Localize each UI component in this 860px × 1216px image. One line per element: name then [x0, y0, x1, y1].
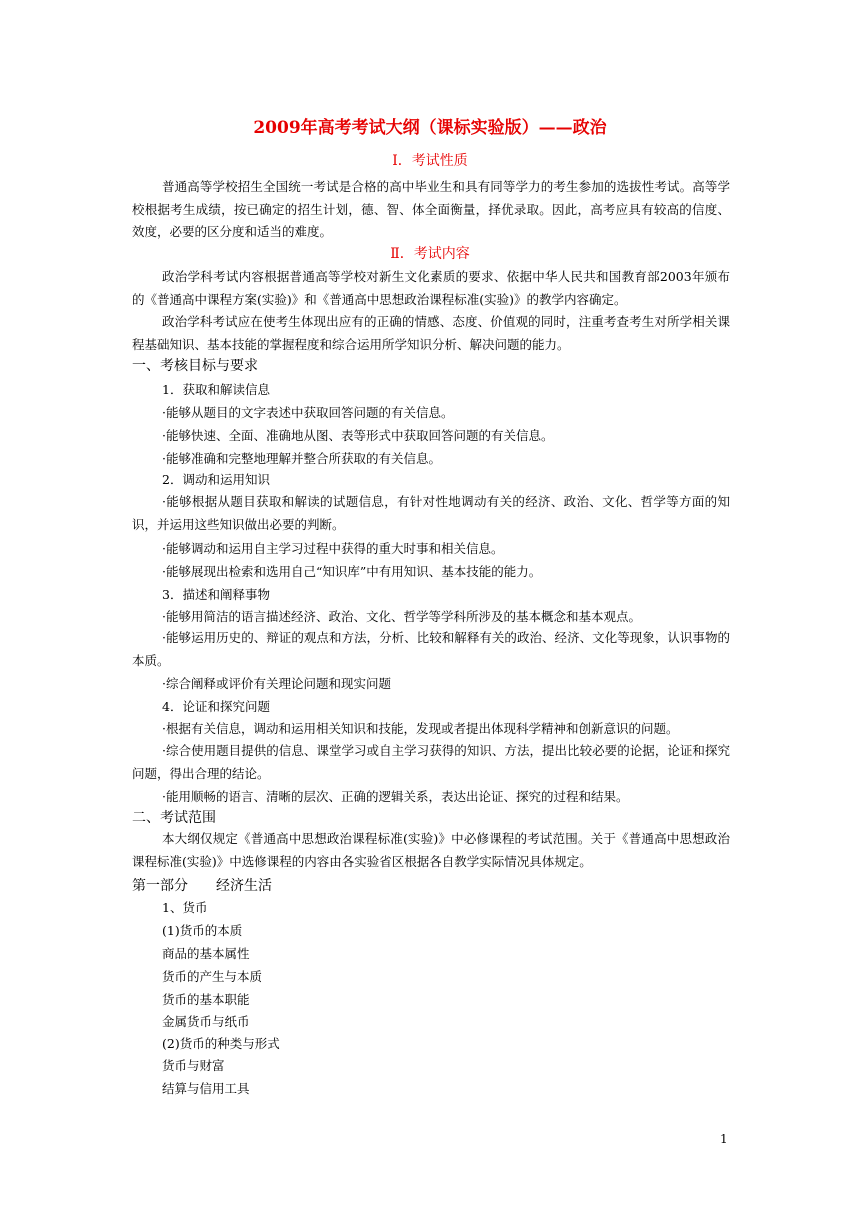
exam-content-paragraph-1: 政治学科考试内容根据普通高等学校对新生文化素质的要求、依据中华人民共和国教育部2003年颁布的《普通高中课程方案(实验)》和《普通高中思想政治课程标准(实验)》的教学内容确定。: [132, 269, 730, 307]
goal-1-item-a: ·能够从题目的文字表述中获取回答问题的有关信息。: [162, 405, 454, 420]
exam-content-paragraph-2: 政治学科考试应在使考生体现出应有的正确的情感、态度、价值观的同时，注重考查考生对所学相关课程基础知识、基本技能的掌握程度和综合运用所学知识分析、解决问题的能力。: [132, 314, 730, 352]
goal-3-title: 3．描述和阐释事物: [162, 587, 270, 602]
goal-1-item-b: ·能够快速、全面、准确地从图、表等形式中获取回答问题的有关信息。: [162, 428, 554, 443]
section-heading-exam-content: Ⅱ．考试内容: [390, 246, 470, 262]
list-item: 货币的产生与本质: [162, 969, 263, 984]
list-item: (1)货币的本质: [162, 923, 243, 938]
goal-1-item-c: ·能够准确和完整地理解并整合所获取的有关信息。: [162, 451, 441, 466]
goal-2-title: 2．调动和运用知识: [162, 472, 270, 487]
goal-1-title: 1．获取和解读信息: [162, 382, 270, 397]
goal-3-item-b: ·能够运用历史的、辩证的观点和方法，分析、比较和解释有关的政治、经济、文化等现象，认识事物的本质。: [132, 630, 730, 668]
section-heading-exam-nature: Ⅰ．考试性质: [392, 153, 468, 169]
goal-2-item-c: ·能够展现出检索和选用自己“知识库”中有用知识、基本技能的能力。: [162, 564, 542, 579]
list-item: 1、货币: [162, 900, 208, 915]
list-item: 货币的基本职能: [162, 992, 250, 1007]
scope-heading: 二、考试范围: [132, 810, 216, 826]
goal-3-item-a: ·能够用简洁的语言描述经济、政治、文化、哲学等学科所涉及的基本概念和基本观点。: [162, 609, 641, 624]
page-number: 1: [720, 1132, 728, 1146]
part-one-heading: [132, 876, 272, 896]
document-title: 2009年高考考试大纲（课标实验版）——政治: [253, 118, 607, 138]
scope-paragraph: 本大纲仅规定《普通高中思想政治课程标准(实验)》中必修课程的考试范围。关于《普通高中思想政治课程标准(实验)》中选修课程的内容由各实验省区根据各自教学实际情况具体规定。: [132, 831, 730, 869]
part-one-name: 经济生活: [216, 878, 272, 894]
exam-nature-paragraph: 普通高等学校招生全国统一考试是合格的高中毕业生和具有同等学力的考生参加的选拔性考试。高等学校根据考生成绩，按已确定的招生计划，德、智、体全面衡量，择优录取。因此，高考应具有较高的信度、效度，必要的区分度和适当的难度。: [132, 179, 730, 239]
goal-2-item-b: ·能够调动和运用自主学习过程中获得的重大时事和相关信息。: [162, 541, 504, 556]
goals-heading: 一、考核目标与要求: [132, 358, 258, 374]
goal-4-item-a: ·根据有关信息，调动和运用相关知识和技能，发现或者提出体现科学精神和创新意识的问题。: [162, 721, 679, 736]
goal-4-title: 4．论证和探究问题: [162, 699, 270, 714]
list-item: 结算与信用工具: [162, 1081, 250, 1096]
list-item: 货币与财富: [162, 1058, 225, 1073]
goal-4-item-c: ·能用顺畅的语言、清晰的层次、正确的逻辑关系，表达出论证、探究的过程和结果。: [162, 789, 629, 804]
goal-3-item-c: ·综合阐释或评价有关理论问题和现实问题: [162, 676, 391, 691]
list-item: 商品的基本属性: [162, 946, 250, 961]
list-item: (2)货币的种类与形式: [162, 1036, 280, 1051]
goal-4-item-b: ·综合使用题目提供的信息、课堂学习或自主学习获得的知识、方法，提出比较必要的论据，论证和探究问题，得出合理的结论。: [132, 743, 730, 781]
part-one-label: 第一部分: [132, 878, 188, 894]
goal-2-item-a: ·能够根据从题目获取和解读的试题信息，有针对性地调动有关的经济、政治、文化、哲学等方面的知识，并运用这些知识做出必要的判断。: [132, 494, 730, 532]
list-item: 金属货币与纸币: [162, 1014, 250, 1029]
